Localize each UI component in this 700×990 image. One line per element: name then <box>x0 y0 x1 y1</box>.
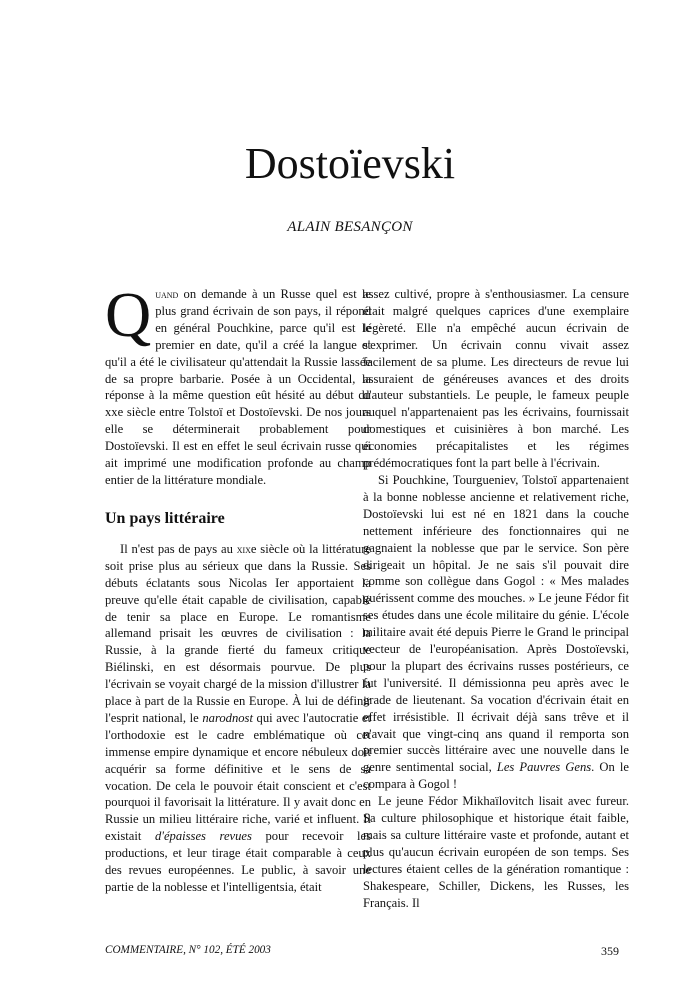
text-run: Si Pouchkine, Tourgueniev, Tolstoï appartenaient à la bonne noblesse ancienne et relativement riche, Dostoïevski lui est né en 1821 dans la couche nettement inférieure des fonctionnaires qui ne gagnaient la noblesse que par le service. Son père dirigeait un hôpital. Je ne sais s'il pouvait dire comme son collègue dans Gogol : « Mes malades guérissent comme des mouches. » Le jeune Fédor fit ses études dans une école militaire du génie. L'école militaire avait été depuis Pierre le Grand le principal vecteur de l'européanisation. Après Dostoïevski, pour la plupart des écrivains russes postérieurs, ce fut l'université. Il démissionna peu après avec le grade de lieutenant. Sa vocation d'écrivain était en effet irrésistible. Il écrivait déjà sans trêve et il n'avait que vingt-cinq ans quand il remporta son premier succès littéraire avec une nouvelle dans le genre sentimental social, <box>363 472 629 775</box>
biography-paragraph <box>363 472 629 793</box>
article-title: Dostoïevski <box>244 139 456 188</box>
reading-paragraph: Le jeune Fédor Mikhaïlovitch lisait avec fureur. Sa culture philosophique et historique était faible, mais sa culture littéraire vaste et profonde, autant et plus qu'aucun écrivain européen de son temps. Ses lectures étaient celles de la génération romantique : Shakespeare, Schiller, Dickens, les Russes, les Français. Il <box>363 794 629 910</box>
text-run: . On le compara à Gogol ! <box>363 760 629 792</box>
intro-smallcaps: uand <box>155 287 179 301</box>
left-column <box>105 279 371 896</box>
section-heading: Un pays littéraire <box>105 509 225 527</box>
intro-paragraph <box>105 279 371 489</box>
continued-paragraph: assez cultivé, propre à s'enthousiasmer. La censure était malgré quelques caprices d'une exemplaire légèreté. Elle n'a empêché aucun écrivain de s'exprimer. Un écrivain connu vivait assez facilement de sa plume. Les directeurs de revue lui assuraient de généreuses avances et des droits d'auteur substantiels. Le peuple, le fameux peuple auquel n'appartenaient pas les écrivains, fournissait domestiques et cuisinières à bon marché. Les économies précapitalistes et les régimes prédémocratiques font la part belle à l'écrivain. <box>363 287 629 471</box>
text-run: pour recevoir les productions, et leur tirage était comparable à ceux des revues européennes. Le public, à savoir une partie de la noblesse et l'intelligentsia, était <box>105 829 371 894</box>
right-column <box>363 286 629 912</box>
text-run: Il n'est pas de pays au <box>120 541 237 556</box>
text-run: qui avec l'autocratie et l'orthodoxie est le cadre emblématique où cet immense empire dynamique et encore nébuleux doit acquérir sa forme définitive et le sens de sa vocation. De cela le pouvoir était conscient et c'est pourquoi il favorisait la littérature. Il y avait donc en Russie un milieu littéraire riche, varié et influent. Il existait <box>105 710 371 844</box>
italic-term: d'épaisses revues <box>154 829 252 844</box>
text-run: e siècle où la littérature soit prise plus au sérieux que dans la Russie. Ses débuts éclatants sous Nicolas Ier apportaient la preuve qu'elle était capable de civilisation, capable de tenir sa place en Europe. Le romantisme allemand prisait les œuvres de civilisation : la Russie, à la grande fierté du fameux critique Biélinski, en est désormais pourvue. De plus l'écrivain se voyait chargé de la mission d'illustrer la place à part de la Russie en Europe. À lui de définir l'esprit national, le <box>105 541 371 725</box>
section-paragraph <box>105 541 371 896</box>
italic-term: narodnost <box>202 710 253 725</box>
italic-title: Les Pauvres Gens <box>496 760 592 775</box>
intro-text: on demande à un Russe quel est le plus grand écrivain de son pays, il répond en général Pouchkine, parce qu'il est le premier en date, qu'il a créé la langue et qu'il a été le civilisateur qu'attendait la Russie lassée de sa propre barbarie. Posée à un Occidental, la réponse à la même question eût hésité au début du xxe siècle entre Tolstoï et Dostoïevski. De nos jours elle se déterminerait probablement pour Dostoïevski. Il est en effet le seul écrivain russe qui ait imprimé une modification profonde au champ entier de la littérature mondiale. <box>105 287 371 487</box>
century-smallcaps: xix <box>236 541 251 556</box>
article-author: ALAIN BESANÇON <box>287 219 413 235</box>
journal-citation: COMMENTAIRE, N° 102, ÉTÉ 2003 <box>105 944 271 956</box>
page-number: 359 <box>601 944 619 958</box>
drop-cap: Q <box>105 279 152 350</box>
